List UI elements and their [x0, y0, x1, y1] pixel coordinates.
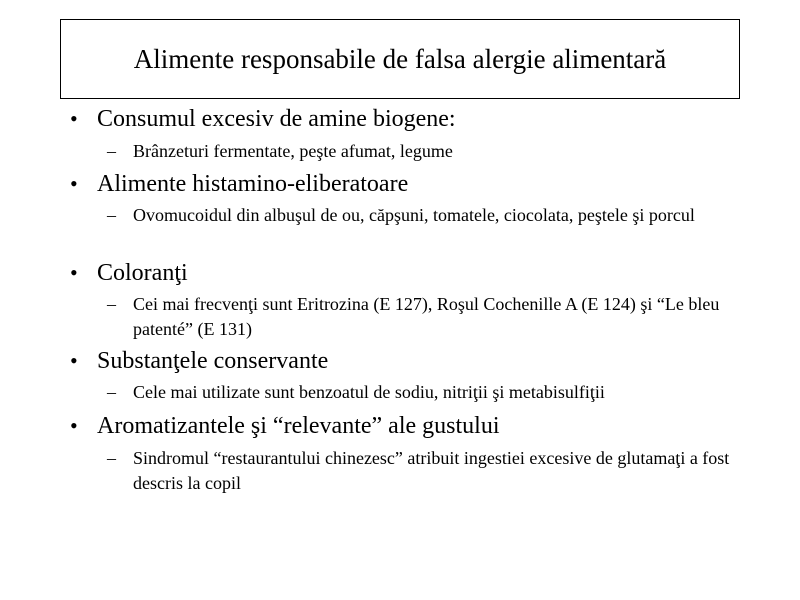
bullet-item-2: Alimente histamino-eliberatoare	[97, 171, 409, 197]
sub-item-4: Cele mai utilizate sunt benzoatul de sodiu, nitriţii şi metabisulfiţii	[133, 382, 605, 402]
bullet-icon: •	[70, 413, 78, 438]
bullet-item-4: Substanţele conservante	[97, 348, 329, 374]
dash-icon: –	[107, 205, 116, 225]
dash-icon: –	[107, 141, 116, 161]
sub-item-5: Sindromul “restaurantului chinezesc” atribuit ingestiei excesive de glutamaţi a fost descris la copil	[133, 448, 730, 493]
bullet-icon: •	[70, 106, 78, 131]
bullet-icon: •	[70, 171, 78, 196]
bullet-item-3: Coloranţi	[97, 260, 188, 286]
bullet-item-5: Aromatizantele şi “relevante” ale gustului	[97, 413, 500, 439]
sub-item-2: Ovomucoidul din albuşul de ou, căpşuni, tomatele, ciocolata, peştele şi porcul	[133, 205, 695, 225]
sub-item-3: Cei mai frecvenţi sunt Eritrozina (E 127), Roşul Cochenille A (E 124) şi “Le bleu patenté” (E 131)	[133, 294, 720, 339]
bullet-item-1: Consumul excesiv de amine biogene:	[97, 106, 456, 132]
bullet-icon: •	[70, 260, 78, 285]
dash-icon: –	[107, 294, 116, 314]
bullet-icon: •	[70, 348, 78, 373]
dash-icon: –	[107, 448, 116, 468]
sub-item-1: Brânzeturi fermentate, peşte afumat, legume	[133, 141, 453, 161]
dash-icon: –	[107, 382, 116, 402]
slide-title: Alimente responsabile de falsa alergie alimentară	[133, 43, 667, 74]
